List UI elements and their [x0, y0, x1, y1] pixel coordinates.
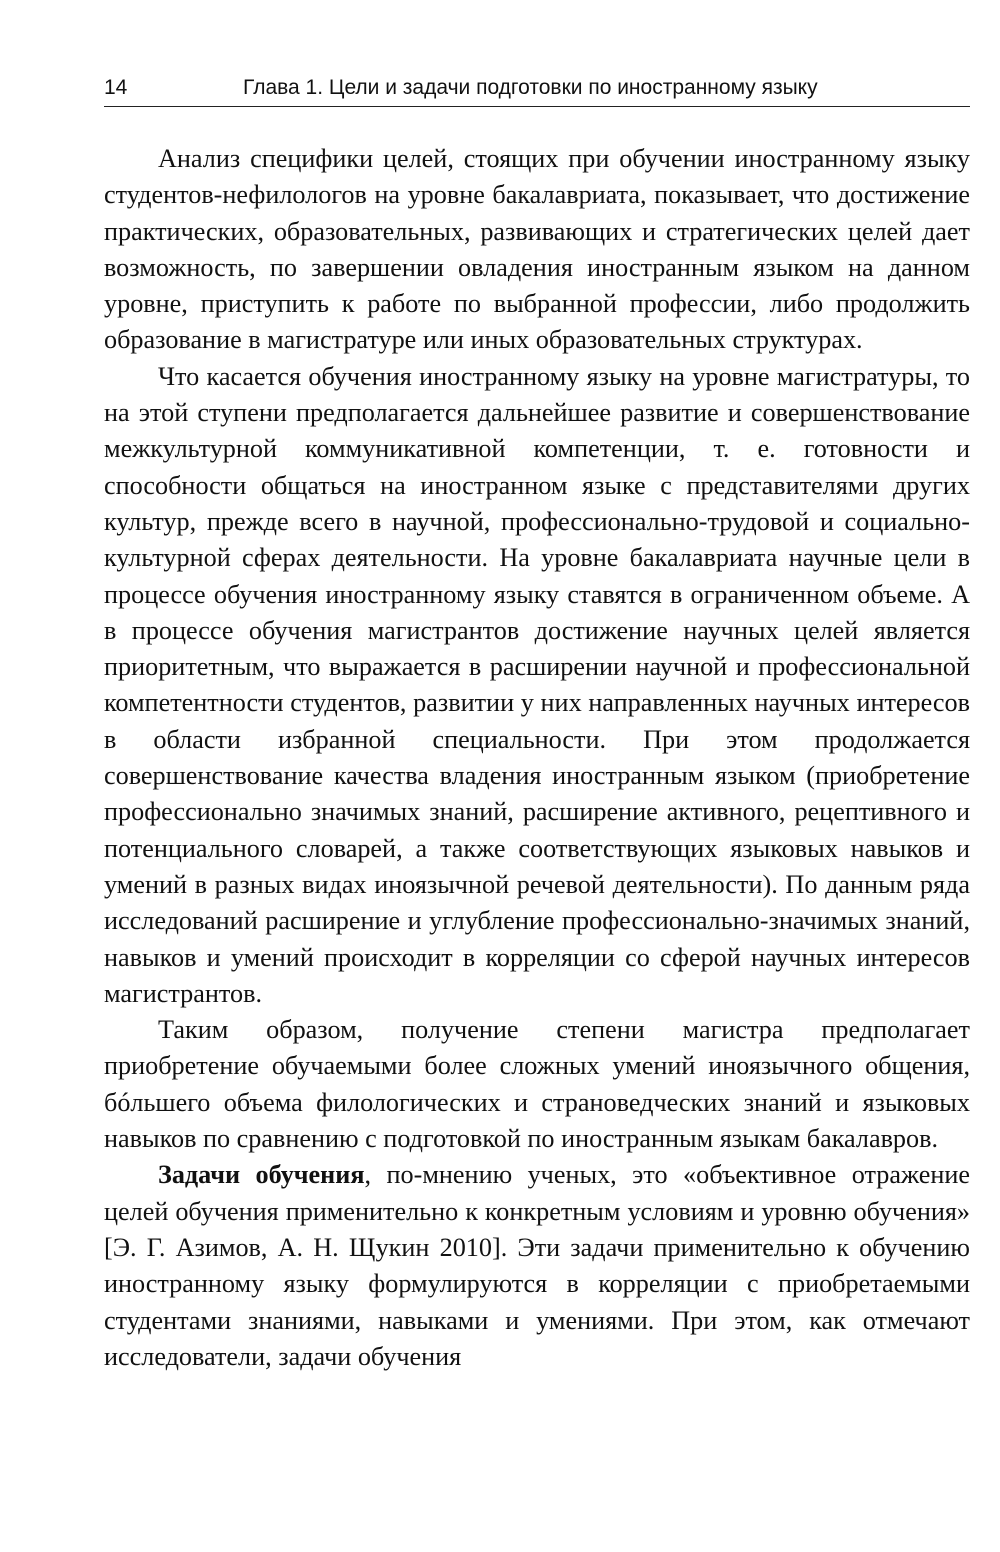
paragraph-text: , по-мнению ученых, это «объективное отражение целей обучения применительно к конкретным условиям и уровню обучения» [Э. Г. Азимов, А. Н. Щукин 2010]. Эти задачи применительно к обучению иностранному языку формулируются в корреляции с приобретаемыми студентами знаниями, навыками и умениями. При этом, как отмечают исследователи, задачи обучения	[104, 1160, 970, 1371]
term-learning-tasks: Задачи обучения	[158, 1160, 365, 1190]
paragraph-magistracy	[104, 359, 970, 1012]
paragraph-learning-tasks	[104, 1157, 970, 1375]
paragraph-analysis	[104, 141, 970, 359]
paragraph-text: Таким образом, получение степени магистра предполагает приобретение обучаемыми более сложных умений иноязычного общения, бóльшего объема филологических и страноведческих знаний и языковых навыков по сравнению с подготовкой по иностранным языкам бакалавров.	[104, 1015, 970, 1154]
paragraph-conclusion	[104, 1012, 970, 1157]
paragraph-text: Анализ специфики целей, стоящих при обучении иностранному языку студентов-нефилологов на уровне бакалавриата, показывает, что достижение практических, образовательных, развивающих и стратегических целей дает возможность, по завершении овладения иностранным языком на данном уровне, приступить к работе по выбранной профессии, либо продолжить образование в магистратуре или иных образовательных структурах.	[104, 144, 970, 355]
body-text	[104, 141, 970, 1375]
page-number: 14	[104, 76, 128, 99]
paragraph-text: Что касается обучения иностранному языку на уровне магистратуры, то на этой ступени предполагается дальнейшее развитие и совершенствование межкультурной коммуникативной компетенции, т. е. готовности и способности общаться на иностранном языке с представителями других культур, прежде всего в научной, профессионально-трудовой и социально-культурной сферах деятельности. На уровне бакалавриата научные цели в процессе обучения иностранному языку ставятся в ограниченном объеме. А в процессе обучения магистрантов достижение научных целей является приоритетным, что выражается в расширении научной и профессиональной компетентности студентов, развитии у них направленных научных интересов в области избранной специальности. При этом продолжается совершенствование качества владения иностранным языком (приобретение профессионально значимых знаний, расширение активного, рецептивного и потенциального словарей, а также соответствующих языковых навыков и умений в разных видах иноязычной речевой деятельности). По данным ряда исследований расширение и углубление профессионально-значимых знаний, навыков и умений происходит в корреляции со сферой научных интересов магистрантов.	[104, 361, 970, 1008]
chapter-title: Глава 1. Цели и задачи подготовки по иностранному языку	[243, 76, 818, 99]
running-header	[104, 72, 970, 107]
